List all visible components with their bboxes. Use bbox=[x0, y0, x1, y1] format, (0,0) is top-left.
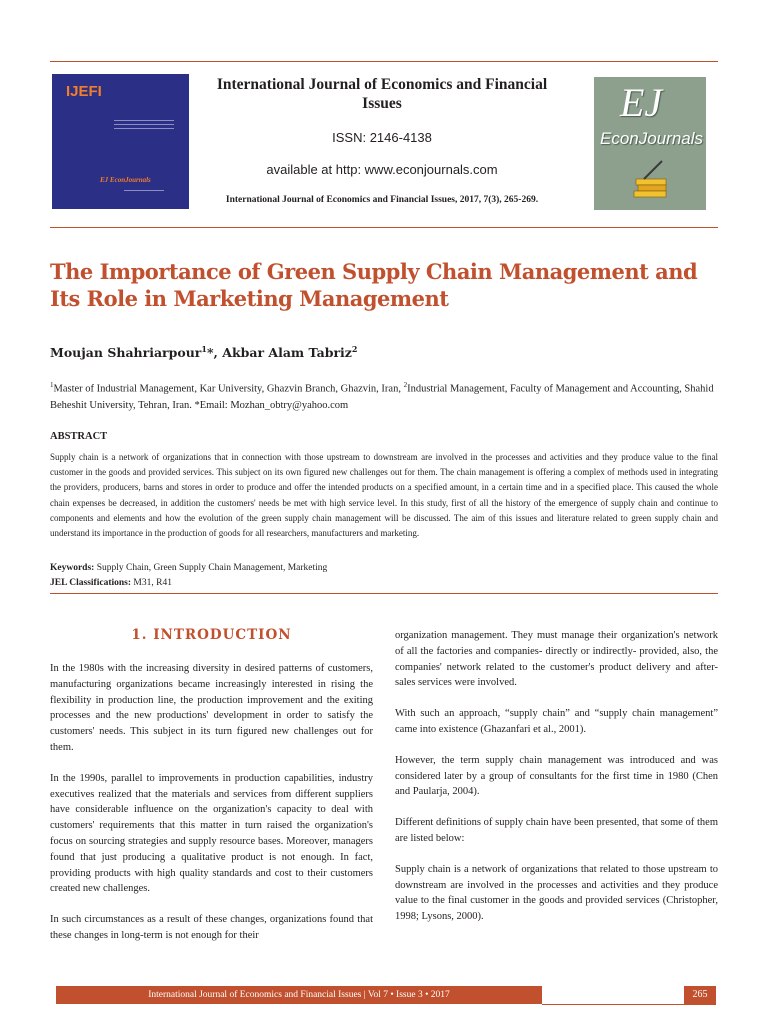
affil-2: Industrial Management, Faculty of Management and Accounting, Shahid Beheshit University, Tehran, Iran. *Email: Mozhan_obtry@yahoo.com bbox=[50, 383, 714, 411]
cover-text-line bbox=[124, 190, 164, 191]
article-title: The Importance of Green Supply Chain Management and Its Role in Marketing Management bbox=[50, 259, 698, 311]
econjournals-logo bbox=[594, 77, 706, 210]
cover-text-line bbox=[114, 128, 174, 129]
page-number: 265 bbox=[684, 986, 716, 1004]
abstract-text: Supply chain is a network of organizations that in connection with those upstream to downstream are involved in the processes and activities and they produce value to the final customer in the goods and provided services. This subject on its own figured new challenges out for them. The chain management is offering a complex of methods used in integrating the providers, producers, barns and stores in order to produce and offer the intended products on a specified amount, in a certain time and in a specified place. This caused the whole chain expenses be decreased, in addition the customers' needs be met with high service level. In this study, first of all the history of the emergence of supply chain and continue to components and elements and how the evolution of the green supply chain management will be discussed. The aim of this issues and literature related to green supply chain and understand its importance in the production of goods for all researchers, manufacturers and marketing. bbox=[50, 452, 718, 539]
cover-publisher: EJ EconJournals bbox=[100, 176, 151, 184]
paragraph: However, the term supply chain management was introduced and was considered later by a group of consultants for the first time in 1980 (Chen and Paularja, 2004). bbox=[395, 754, 718, 798]
affil-1-mark: 1 bbox=[50, 381, 54, 389]
author-line bbox=[50, 344, 357, 360]
jel-codes: M31, R41 bbox=[131, 577, 172, 588]
citation: International Journal of Economics and Financial Issues, 2017, 7(3), 265-269. bbox=[225, 195, 539, 205]
affiliations bbox=[50, 377, 718, 414]
logo-ej-text: EJ bbox=[620, 80, 663, 125]
keywords: Supply Chain, Green Supply Chain Management, Marketing bbox=[94, 563, 328, 573]
author-2: Akbar Alam Tabriz bbox=[222, 345, 352, 361]
author-1-affil: 1 bbox=[201, 344, 207, 354]
footer-rule bbox=[542, 1004, 716, 1005]
paragraph: Different definitions of supply chain have been presented, that some of them are listed below: bbox=[395, 817, 718, 844]
author-separator: , bbox=[213, 345, 223, 361]
keywords-line bbox=[50, 561, 718, 576]
top-rule bbox=[50, 61, 718, 62]
journal-cover-image bbox=[52, 74, 189, 209]
paragraph: In such circumstances as a result of these changes, organizations found that these changes in long-term is not enough for their bbox=[50, 914, 373, 941]
header-rule bbox=[50, 227, 718, 228]
journal-title: International Journal of Economics and Financial Issues bbox=[216, 76, 548, 112]
keywords-block bbox=[50, 561, 718, 590]
paragraph: In the 1990s, parallel to improvements in production capabilities, industry executives realized that the materials and services from different suppliers have considerable influence on the organization's capacity to deal with customers' requirements that this matter in turn raised the organization's focus on sourcing strategies and supply resource bases. Moreover, managers found that just producing a qualitative product is not enough. In fact, providing products with high quality standards and cost to their customers created new challenges. bbox=[50, 772, 373, 895]
body-column-right bbox=[395, 628, 718, 940]
paragraph: organization management. They must manage their organization's network of all the factories and companies- directly or indirectly- provided, also, the companies' network related to the customer's product delivery and after- sales services were involved. bbox=[395, 630, 718, 689]
keywords-label: Keywords: bbox=[50, 563, 95, 573]
author-1: Moujan Shahriarpour bbox=[50, 345, 202, 361]
abstract-heading: ABSTRACT bbox=[50, 431, 108, 442]
logo-name-text: EconJournals bbox=[600, 129, 704, 148]
affil-2-mark: 2 bbox=[403, 381, 408, 389]
affil-1: Master of Industrial Management, Kar University, Ghazvin Branch, Ghazvin, Iran, bbox=[53, 383, 404, 395]
corresponding-mark: * bbox=[206, 345, 214, 361]
issn: ISSN: 2146-4138 bbox=[332, 130, 432, 145]
books-icon bbox=[632, 157, 672, 201]
body-column-left bbox=[50, 661, 373, 959]
available-url[interactable]: available at http: www.econjournals.com bbox=[266, 162, 498, 177]
jel-label: JEL Classifications: bbox=[50, 577, 132, 588]
jel-line bbox=[50, 576, 718, 591]
cover-text-line bbox=[114, 120, 174, 121]
footer-bar: International Journal of Economics and Financial Issues | Vol 7 • Issue 3 • 2017 bbox=[56, 986, 542, 1004]
author-2-affil: 2 bbox=[351, 344, 358, 354]
paragraph: With such an approach, “supply chain” and “supply chain management” came into existence (Ghazanfari et al., 2001). bbox=[395, 708, 718, 735]
cover-text-line bbox=[114, 124, 174, 125]
abstract-rule bbox=[50, 593, 718, 594]
section-heading: 1. INTRODUCTION bbox=[131, 627, 292, 643]
paragraph: In the 1980s with the increasing diversity in desired patterns of customers, manufacturing organizations became increasingly interested in rising the flexibility in production line, the production improvement and the exiting processes and the new productions' development in order to satisfy the customers' needs. This subject in its turn figured new challenges out for them. bbox=[50, 663, 373, 753]
paragraph: Supply chain is a network of organizations that related to those upstream to downstream are involved in the processes and activities and they produce value to the final customer in the goods and provided services (Christopher, 1998; Lysons, 2000). bbox=[395, 863, 718, 923]
cover-title: IJEFI bbox=[66, 83, 102, 100]
